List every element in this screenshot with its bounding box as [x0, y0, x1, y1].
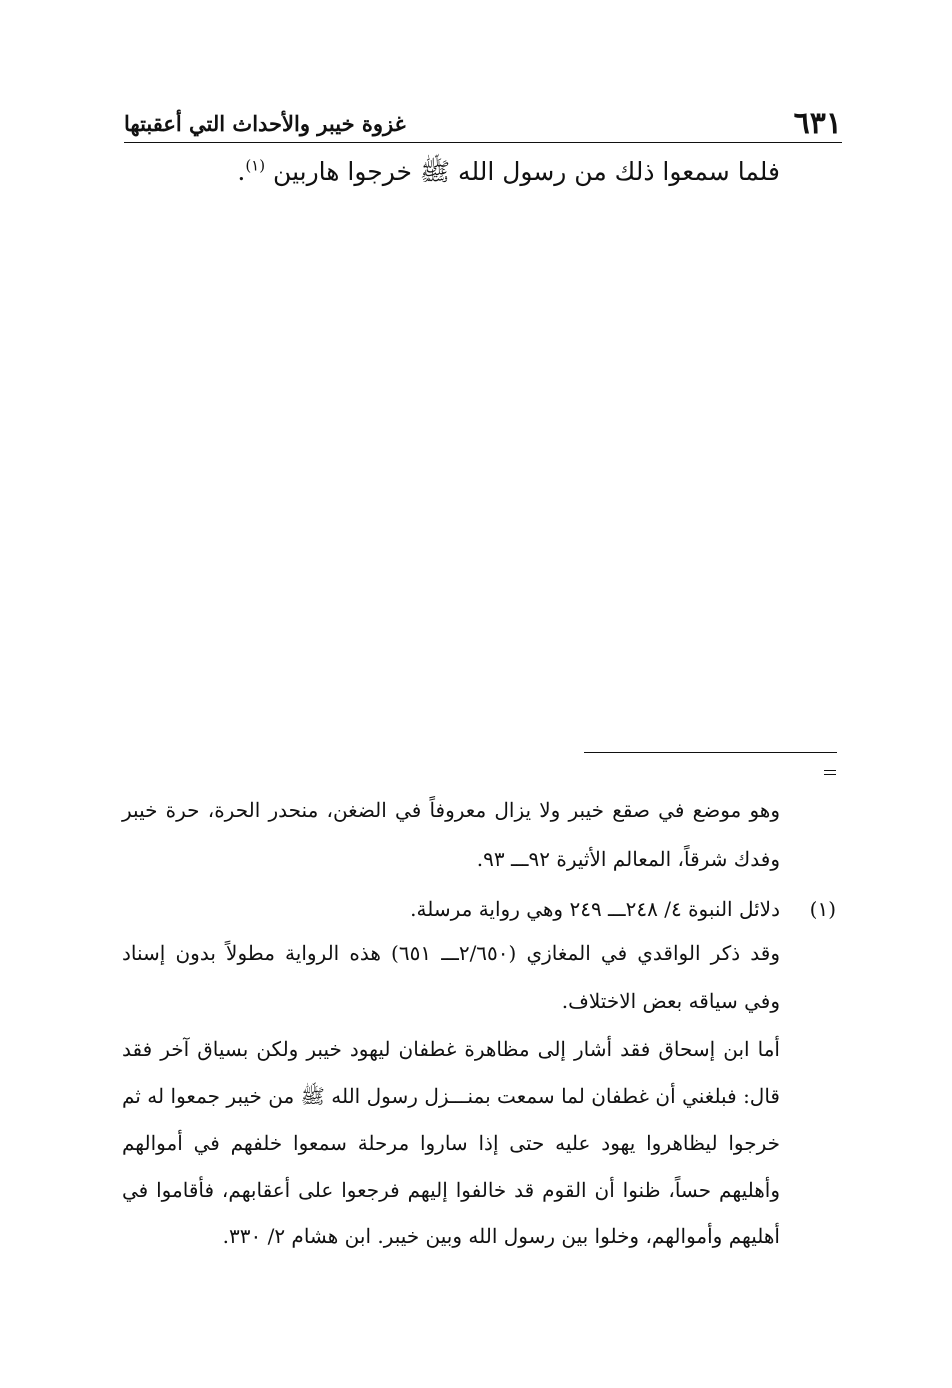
page-number: ٦٣١ — [793, 106, 842, 141]
body-end-punctuation: . — [237, 157, 246, 186]
footnote-line: أما ابن إسحاق فقد أشار إلى مظاهرة غطفان ليهود خيبر ولكن بسياق آخر فقد — [122, 1037, 780, 1061]
footnote-continued-line: وهو موضع في صقع خيبر ولا يزال معروفاً في الضغن، منحدر الحرة، حرة خيبر — [122, 798, 780, 822]
footnote-line: وقد ذكر الواقدي في المغازي (٢/٦٥٠ـــ ٦٥١) هذه الرواية مطولاً بدون إسناد — [122, 941, 781, 965]
header-rule — [124, 142, 842, 143]
footnote-line: دلائل النبوة ٤/ ٢٤٨ـــ ٢٤٩ وهي رواية مرسلة. — [410, 897, 780, 921]
footnote-continued-line: وفدك شرقاً، المعالم الأثيرة ٩٢ـــ ٩٣. — [476, 847, 780, 871]
footnote-separator — [584, 752, 837, 753]
footnote-line: قال: فبلغني أن غطفان لما سمعت بمنـــزل رسول الله ﷺ من خيبر جمعوا له ثم — [122, 1084, 780, 1108]
footnote-line: وفي سياقه بعض الاختلاف. — [561, 989, 780, 1013]
footnote-marker: (١) — [809, 897, 836, 921]
body-text-line — [237, 152, 780, 192]
footnote-line: وأهليهم حساً، ظنوا أن القوم قد خالفوا إليهم فرجعوا على أعقابهم، فأقاموا في — [122, 1178, 780, 1202]
footnote-line: أهليهم وأموالهم، وخلوا بين رسول الله وبين خيبر. ابن هشام ٢/ ٣٣٠. — [222, 1224, 780, 1248]
footnote-reference: (١) — [245, 156, 266, 175]
body-text: فلما سمعوا ذلك من رسول الله ﷺ خرجوا هاربين — [273, 157, 780, 186]
footnote-line: خرجوا ليظاهروا يهود عليه حتى إذا ساروا مرحلة سمعوا خلفهم في أموالهم — [122, 1131, 780, 1155]
footnote-continued-mark — [824, 770, 836, 775]
running-title: غزوة خيبر والأحداث التي أعقبتها — [124, 111, 406, 136]
